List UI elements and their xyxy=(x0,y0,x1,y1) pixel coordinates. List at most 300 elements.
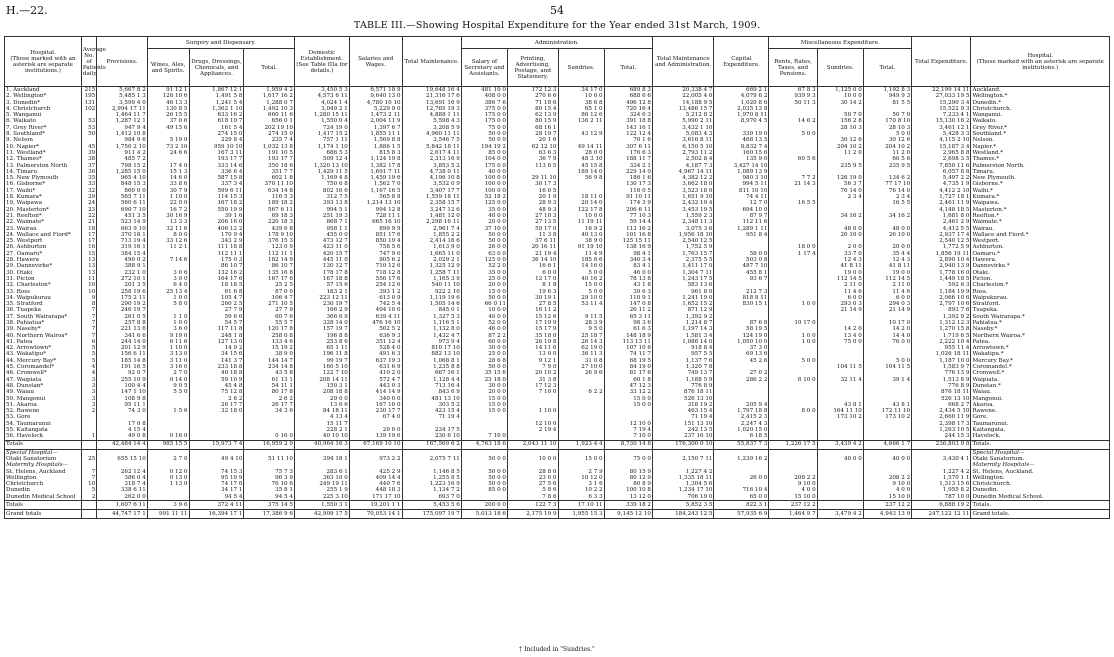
value-cell: 53 xyxy=(81,125,96,131)
value-cell: 139 19 6 xyxy=(349,433,402,440)
value-cell: 150 3 1 xyxy=(294,383,349,389)
total-value-cell: 3,439 4 2 xyxy=(817,440,863,449)
value-cell: 52 0 0 xyxy=(461,320,507,326)
hospital-name-right-cell: Wanganui. xyxy=(971,112,1110,118)
value-cell: 1,855 2 2 xyxy=(402,232,461,238)
value-cell: 15 0 0 xyxy=(558,282,604,288)
value-cell: 6 0 0 xyxy=(863,295,911,301)
value-cell: 583 13 6 xyxy=(652,282,714,288)
value-cell: 876 18 11 xyxy=(652,389,714,395)
hospital-name-right-cell: Arrowtown.* xyxy=(971,345,1110,351)
value-cell: 8 0 0 xyxy=(147,232,189,238)
value-cell: 24 xyxy=(81,200,96,206)
value-cell: 48 0 0 xyxy=(863,226,911,232)
hospital-name-cell: 29. Dannevirke* xyxy=(5,263,82,269)
value-cell: 17 4 0 xyxy=(147,163,189,169)
value-cell: 29 xyxy=(81,194,96,200)
value-cell: 36 xyxy=(81,169,96,175)
value-cell: 172 12 3 xyxy=(507,87,558,94)
value-cell: 53 11 4 xyxy=(558,301,604,307)
value-cell: 376 15 3 xyxy=(244,238,295,244)
value-cell: 334 2 1 xyxy=(604,163,652,169)
value-cell: 3 xyxy=(81,389,96,395)
value-cell: 1,188 5 9 xyxy=(652,377,714,383)
value-cell: 40 13 0 xyxy=(558,232,604,238)
value-cell: 56 3 7 xyxy=(817,181,863,187)
value-cell: 2,940 13 9 xyxy=(912,263,971,269)
value-cell: 46 13 3 xyxy=(147,100,189,106)
value-cell: 339 19 0 xyxy=(714,131,769,137)
value-cell xyxy=(817,433,863,440)
value-cell: 10 0 0 xyxy=(558,213,604,219)
hospital-name-cell: 55. Kaitangata xyxy=(5,427,82,433)
value-cell: 871 12 9 xyxy=(652,307,714,313)
value-cell: 43 8 1 xyxy=(863,402,911,408)
value-cell: 3,430 4 1 xyxy=(912,456,971,462)
value-cell: 5 8 0 xyxy=(147,301,189,307)
hospital-col-header: Hospital. (Those marked with an asterisk are separate institutions.) xyxy=(5,37,82,87)
hospital-name-right-cell: Gisborne.* xyxy=(971,181,1110,187)
value-cell: 100 10 8 xyxy=(604,487,652,493)
value-cell: 14 16 0 xyxy=(558,263,604,269)
value-cell: 0 14 0 xyxy=(147,377,189,383)
value-cell: 65 1 0 xyxy=(558,106,604,112)
value-cell: 80 15 4 xyxy=(507,106,558,112)
value-cell: 404 10 0 xyxy=(349,307,402,313)
value-cell: 994 5 1 xyxy=(294,207,349,213)
value-cell: 234 17 5 xyxy=(402,427,461,433)
value-cell: 188 11 7 xyxy=(604,156,652,162)
value-cell: 1 10 0 xyxy=(147,194,189,200)
value-cell: 60 1 8 xyxy=(604,377,652,383)
value-cell: 11 4 9 xyxy=(558,251,604,257)
value-cell: 63 6 3 xyxy=(507,150,558,156)
value-cell: 2,415 2 3 xyxy=(714,414,769,420)
value-cell: 602 1 8 xyxy=(244,175,295,181)
totals-label: Totals xyxy=(5,440,82,449)
value-cell: 4 0 0 xyxy=(863,487,911,493)
value-cell: 286 2 2 xyxy=(714,377,769,383)
value-cell: 91 10 11 xyxy=(604,194,652,200)
value-cell: 8 1 8 xyxy=(507,282,558,288)
value-cell: 37 0 6 xyxy=(147,118,189,124)
value-cell: 5,083 4 3 xyxy=(652,131,714,137)
value-cell: 116 5 3 xyxy=(244,194,295,200)
value-cell: 48 0 0 xyxy=(817,226,863,232)
value-cell: 237 16 10 xyxy=(652,433,714,440)
value-cell: 262 0 0 xyxy=(97,494,148,501)
value-cell: 48 3 10 xyxy=(558,156,604,162)
value-cell: 76 0 0 xyxy=(863,339,911,345)
value-cell: 104 11 5 xyxy=(863,364,911,370)
hospital-name-cell: 1. Auckland xyxy=(5,87,82,94)
value-cell: 1,752 5 9 xyxy=(652,244,714,250)
value-cell: 21 14 9 xyxy=(817,307,863,313)
value-cell: 15 10 0 xyxy=(863,494,911,501)
value-cell: 81 5 5 xyxy=(863,100,911,106)
value-cell: 1,313 15 6 xyxy=(912,481,971,487)
value-cell: 665 16 10 xyxy=(349,219,402,225)
value-cell: 1,214 13 10 xyxy=(349,200,402,206)
value-cell: 8,970 4 5 xyxy=(714,118,769,124)
value-cell: 106 4 7 xyxy=(244,295,295,301)
value-cell: 1 xyxy=(81,433,96,440)
value-cell: 4,738 0 11 xyxy=(402,169,461,175)
value-cell: 528 4 0 xyxy=(349,345,402,351)
value-cell: 58 19 5 xyxy=(714,326,769,332)
value-cell: 690 7 10 xyxy=(97,207,148,213)
value-cell: 1,613 9 0 xyxy=(402,244,461,250)
value-cell: 2,617 4 11 xyxy=(402,150,461,156)
value-cell: 1 0 0 xyxy=(147,295,189,301)
value-cell: 463 15 4 xyxy=(652,408,714,414)
value-cell: 1,464 11 7 xyxy=(97,112,148,118)
value-cell: 283 6 1 xyxy=(294,469,349,475)
value-cell: 95 10 9 xyxy=(189,475,244,481)
value-cell: 1,223 16 9 xyxy=(402,481,461,487)
hospital-name-cell: 39. Naseby* xyxy=(5,326,82,332)
value-cell: 742 5 4 xyxy=(349,301,402,307)
total-value-cell: 175,097 19 7 xyxy=(402,510,461,519)
value-cell: 5,229 9 0 xyxy=(349,106,402,112)
value-cell: 80 17 8 xyxy=(244,389,295,395)
value-cell: 1,255 8 5 xyxy=(402,475,461,481)
hospital-name-cell: 17. Waihi* xyxy=(5,188,82,194)
value-cell: 244 14 0 xyxy=(97,339,148,345)
value-cell: 12 10 0 xyxy=(507,421,558,427)
value-cell: 2 11 0 xyxy=(863,282,911,288)
value-cell: 1,020 8 6 xyxy=(714,100,769,106)
value-cell: 5 xyxy=(81,358,96,364)
value-cell: 201 12 9 xyxy=(97,345,148,351)
value-cell: 7 10 0 xyxy=(461,433,507,440)
value-cell: 17 12 3 xyxy=(507,383,558,389)
value-cell: 336 6 4 xyxy=(189,169,244,175)
value-cell: 66 0 11 xyxy=(461,301,507,307)
value-cell: 5,212 8 2 xyxy=(652,112,714,118)
value-cell: 74 15 3 xyxy=(189,469,244,475)
value-cell: 50 0 0 xyxy=(461,475,507,481)
value-cell: 49 15 6 xyxy=(147,125,189,131)
value-cell: 3,407 17 7 xyxy=(402,188,461,194)
value-cell: 693 7 0 xyxy=(402,494,461,501)
value-cell: 49 4 10 xyxy=(189,456,244,462)
value-cell: 351 7 7 xyxy=(244,169,295,175)
value-cell: 57 15 6 xyxy=(294,282,349,288)
value-cell: 1,128 4 4 xyxy=(402,377,461,383)
value-cell: 186 1 6 xyxy=(604,175,652,181)
value-cell: 41 8 11 xyxy=(863,263,911,269)
value-cell: 15 1 3 xyxy=(147,169,189,175)
value-cell: 1 0 0 xyxy=(769,333,817,339)
value-cell: 7 10 0 xyxy=(604,433,652,440)
value-cell: 14 2 0 xyxy=(817,326,863,332)
value-cell: 2,222 10 4 xyxy=(912,339,971,345)
value-cell: 303 5 2 xyxy=(402,402,461,408)
hospital-name-right-cell: St. Helens, Auckland. xyxy=(971,469,1110,475)
value-cell: 26 10 0 xyxy=(817,232,863,238)
value-cell: 80 15 9 xyxy=(507,118,558,124)
value-cell: 1,719 6 5 xyxy=(912,333,971,339)
value-cell: 1,335 18 11 xyxy=(652,475,714,481)
value-cell: 235 9 5 xyxy=(863,163,911,169)
maintenance-header: Total Maintenance. xyxy=(402,37,461,87)
hospital-name-cell: 5. Wanganui xyxy=(5,112,82,118)
value-cell: 223 12 11 xyxy=(294,295,349,301)
value-cell: 445 11 0 xyxy=(294,257,349,263)
value-cell: 112 14 5 xyxy=(817,276,863,282)
value-cell: 4,412 5 5 xyxy=(912,226,971,232)
value-cell: 134 6 2 xyxy=(863,175,911,181)
value-cell: 230 19 7 xyxy=(294,301,349,307)
value-cell: 232 1 0 xyxy=(97,270,148,276)
value-cell: 409 14 4 xyxy=(349,475,402,481)
hospital-name-cell: Dunedin xyxy=(5,487,82,493)
value-cell: 1,174 1 10 xyxy=(294,144,349,150)
value-cell: 122 17 8 xyxy=(558,207,604,213)
value-cell: 1,214 8 7 xyxy=(652,320,714,326)
total-value-cell: 6,888 19 2 xyxy=(912,501,971,510)
hospital-name-cell: 34. Waipukurau xyxy=(5,295,82,301)
hospital-name-right-cell: Tuapeka. xyxy=(971,307,1110,313)
value-cell: 75 0 0 xyxy=(461,125,507,131)
value-cell: 2 7 9 xyxy=(558,469,604,475)
value-cell: 893 7 6 xyxy=(912,307,971,313)
value-cell: 255 1 9 xyxy=(294,487,349,493)
hospital-name-right-cell: Dannevirke.* xyxy=(971,263,1110,269)
value-cell: 899 9 9 xyxy=(349,226,402,232)
total-value-cell: 167,569 6 2 xyxy=(402,440,461,449)
value-cell: 126 19 0 xyxy=(817,175,863,181)
value-cell: 4,967 14 11 xyxy=(652,169,714,175)
value-cell: 2,461 11 9 xyxy=(912,200,971,206)
value-cell: 1,184 19 9 xyxy=(912,289,971,295)
hospital-name-right-cell: Otaki Sanatorium. xyxy=(971,456,1110,462)
value-cell: 39 1 4 xyxy=(863,377,911,383)
value-cell: 6 10 0 xyxy=(769,377,817,383)
value-cell: 1,562 7 0 xyxy=(349,181,402,187)
value-cell: 487 7 10 xyxy=(714,263,769,269)
surgery-total-header: Total. xyxy=(244,49,295,87)
value-cell: 85 0 0 xyxy=(461,487,507,493)
value-cell: 86 10 7 xyxy=(244,263,295,269)
value-cell: 324 6 3 xyxy=(604,112,652,118)
hospital-name-cell: 25. Westport xyxy=(5,238,82,244)
value-cell: 13,486 15 7 xyxy=(652,106,714,112)
value-cell: 860 0 0 xyxy=(97,188,148,194)
value-cell: 5 0 0 xyxy=(769,131,817,137)
value-cell: 206 6 11 xyxy=(604,207,652,213)
value-cell: 439 6 8 xyxy=(244,226,295,232)
hospital-name-cell: 51. Akaroa xyxy=(5,402,82,408)
value-cell: 455 8 1 xyxy=(714,270,769,276)
total-value-cell: Totals. xyxy=(971,440,1110,449)
value-cell: 2,540 12 5 xyxy=(652,238,714,244)
value-cell: 1 10 0 xyxy=(507,408,558,414)
value-cell: 663 9 10 xyxy=(97,226,148,232)
hospital-name-cell: 37. South Wairarapa* xyxy=(5,314,82,320)
value-cell: 1,432 4 7 xyxy=(402,333,461,339)
value-cell: 3,049 2 1 xyxy=(294,106,349,112)
total-value-cell: 1,464 9 7 xyxy=(769,510,817,519)
total-value-cell: 1,607 6 11 xyxy=(97,501,148,510)
section-heading: Maternity Hospitals— xyxy=(971,462,1110,468)
total-value-cell: 176,300 0 10 xyxy=(652,440,714,449)
value-cell: 230 17 7 xyxy=(349,408,402,414)
value-cell: 1,285 15 0 xyxy=(97,169,148,175)
value-cell: 6,057 8 8 xyxy=(912,169,971,175)
value-cell: 3 11 0 xyxy=(147,358,189,364)
value-cell: 5 0 0 xyxy=(558,270,604,276)
hospital-name-cell: 40. Northern Wairoa* xyxy=(5,333,82,339)
hospital-name-right-cell: Hawera. xyxy=(971,257,1110,263)
value-cell: 10 0 0 xyxy=(817,93,863,99)
value-cell: 73 2 10 xyxy=(147,144,189,150)
hospital-name-right-cell: Dunedin Medical School. xyxy=(971,494,1110,501)
value-cell: 7 7 2 xyxy=(769,175,817,181)
value-cell: 6 11 6 xyxy=(147,339,189,345)
value-cell: 1,241 19 0 xyxy=(652,295,714,301)
value-cell: 2,398 17 3 xyxy=(912,421,971,427)
value-cell: 843 6 9 xyxy=(402,389,461,395)
value-cell: 1,165 3 9 xyxy=(402,276,461,282)
value-cell: 161 5 4 xyxy=(189,125,244,131)
value-cell: 176 6 3 xyxy=(604,150,652,156)
hospital-name-right-cell: Northern Wairoa.* xyxy=(971,333,1110,339)
value-cell: 25 xyxy=(81,456,96,462)
value-cell: 105 4 7 xyxy=(189,295,244,301)
value-cell: 16 7 2 xyxy=(147,207,189,213)
value-cell: 54 5 7 xyxy=(189,320,244,326)
value-cell: 818 8 11 xyxy=(714,295,769,301)
page-number: 54 xyxy=(550,4,564,17)
total-value-cell: Grand totals. xyxy=(971,510,1110,519)
value-cell: 75 7 3 xyxy=(244,469,295,475)
value-cell: 1,197 14 3 xyxy=(652,326,714,332)
value-cell: 34 16 2 xyxy=(863,213,911,219)
value-cell: 242 13 5 xyxy=(652,427,714,433)
value-cell: 173 10 2 xyxy=(863,414,911,420)
value-cell: 1,867 12 1 xyxy=(189,87,244,94)
value-cell: 26 0 0 xyxy=(461,244,507,250)
value-cell: 1,032 13 8 xyxy=(244,144,295,150)
value-cell: 10 17 0 xyxy=(863,320,911,326)
hospital-name-cell: 38. Pahiatua* xyxy=(5,320,82,326)
value-cell: 164 17 6 xyxy=(189,276,244,282)
value-cell: 233 18 8 xyxy=(189,364,244,370)
hospital-name-right-cell: Akaroa. xyxy=(971,402,1110,408)
value-cell: 939 9 3 xyxy=(769,93,817,99)
value-cell: 3,208 5 9 xyxy=(402,125,461,131)
value-cell: 2 7 0 xyxy=(147,370,189,376)
value-cell: 9 5 0 xyxy=(558,326,604,332)
value-cell: 5 0 0 xyxy=(863,358,911,364)
value-cell: 212 7 3 xyxy=(714,289,769,295)
hospital-name-cell: Otaki Sanatorium xyxy=(5,456,82,462)
value-cell: 312 7 5 xyxy=(294,194,349,200)
value-cell: 26 19 8 xyxy=(507,339,558,345)
value-cell: 11 xyxy=(81,276,96,282)
total-value-cell: 236,803 9 8 xyxy=(912,440,971,449)
total-value-cell: 17 10 11 xyxy=(558,501,604,510)
value-cell: 448 18 3 xyxy=(349,487,402,493)
value-cell: 34 17 0 xyxy=(558,87,604,94)
hospital-name-right-cell: Havelock. xyxy=(971,433,1110,440)
value-cell: 905 6 2 xyxy=(349,257,402,263)
rents-header: Rents, Rates, Taxes, and Pensions. xyxy=(769,49,817,87)
value-cell: 22,005 4 0 xyxy=(652,93,714,99)
value-cell: 4,079 6 2 xyxy=(714,93,769,99)
value-cell: 167 17 6 xyxy=(244,276,295,282)
value-cell: 40 0 0 xyxy=(817,456,863,462)
value-cell: 206 16 0 xyxy=(189,219,244,225)
value-cell: 29 0 0 xyxy=(294,396,349,402)
value-cell: 523 14 9 xyxy=(97,219,148,225)
value-cell: 955 11 4 xyxy=(912,345,971,351)
hospital-name-right-cell: Nelson. xyxy=(971,137,1110,143)
value-cell: 2 7 0 xyxy=(147,456,189,462)
value-cell: 1,559 18 11 xyxy=(402,194,461,200)
value-cell: 195 xyxy=(81,93,96,99)
value-cell: 52 2 0 xyxy=(461,263,507,269)
value-cell: 67 4 0 xyxy=(349,414,402,420)
value-cell: 3,432 1 10 xyxy=(652,125,714,131)
value-cell: 3,662 18 0 xyxy=(652,181,714,187)
total-value-cell: 44,747 17 1 xyxy=(97,510,148,519)
value-cell: 485 7 2 xyxy=(97,156,148,162)
total-value-cell xyxy=(817,501,863,510)
value-cell xyxy=(558,433,604,440)
value-cell: 228 2 1 xyxy=(294,427,349,433)
value-cell: 189 18 2 xyxy=(244,200,295,206)
value-cell: 122 12 4 xyxy=(604,131,652,137)
value-cell: 16 11 2 xyxy=(507,307,558,313)
value-cell: 7 xyxy=(81,475,96,481)
total-value-cell: 9,145 12 10 xyxy=(604,510,652,519)
value-cell: 27 0 2 xyxy=(714,370,769,376)
value-cell: 49 14 11 xyxy=(558,144,604,150)
hospital-name-right-cell: Westland.* xyxy=(971,150,1110,156)
value-cell: 1,146 8 5 xyxy=(402,469,461,475)
value-cell: 17 xyxy=(81,232,96,238)
value-cell: 38 6 8 xyxy=(558,100,604,106)
value-cell: 16 0 5 xyxy=(507,188,558,194)
value-cell: 37 10 0 xyxy=(461,226,507,232)
table-title: TABLE III.—Showing Hospital Expenditure for the Year ended 31st March, 1909. xyxy=(353,20,761,31)
hospital-name-right-cell: Waikato. xyxy=(971,118,1110,124)
hospital-name-cell: 32. Charleston* xyxy=(5,282,82,288)
value-cell: 32 11 6 xyxy=(147,226,189,232)
value-cell: 50 0 0 xyxy=(461,295,507,301)
value-cell: 208 2 2 xyxy=(863,475,911,481)
value-cell: 1,652 15 2 xyxy=(652,301,714,307)
total-value-cell: 122 7 3 xyxy=(507,501,558,510)
value-cell: 20,338 4 7 xyxy=(652,87,714,94)
value-cell: 257 8 8 xyxy=(97,320,148,326)
value-cell: 202 19 10 xyxy=(244,125,295,131)
value-cell: 1 0 0 xyxy=(769,339,817,345)
value-cell: 25 18 7 xyxy=(558,333,604,339)
value-cell: 3,546 7 5 xyxy=(402,137,461,143)
value-cell: 28 0 0 xyxy=(558,150,604,156)
value-cell: 550 19 9 xyxy=(189,207,244,213)
hospital-name-right-cell: Mangonui. xyxy=(971,396,1110,402)
value-cell: 2,434 5 10 xyxy=(912,408,971,414)
value-cell: 125 15 11 xyxy=(604,238,652,244)
value-cell: 26 0 0 xyxy=(714,475,769,481)
value-cell: 38 9 0 xyxy=(558,238,604,244)
value-cell: 7 xyxy=(81,320,96,326)
